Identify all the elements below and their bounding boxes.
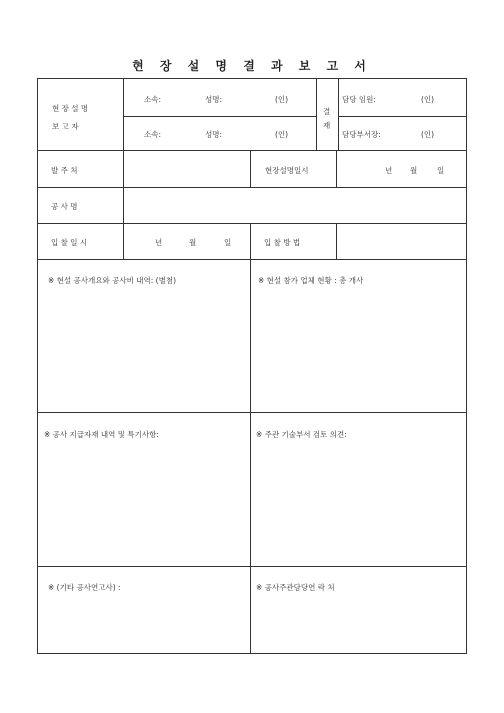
overview-note: ※ 현설 공사개요와 공사비 내역: (별첨): [48, 276, 177, 285]
col-divider: [123, 79, 124, 150]
col-divider: [250, 150, 251, 187]
project-name-label: 공 사 명: [51, 202, 78, 211]
row-divider: [38, 412, 466, 413]
row-divider: [38, 223, 466, 224]
approval-label: 결: [323, 107, 331, 116]
reporter-name-label: 성명:: [205, 95, 223, 104]
reporter-seal: (인): [275, 130, 289, 139]
col-divider: [336, 150, 337, 187]
client-label: 발 주 처: [51, 166, 78, 175]
row-divider: [38, 150, 466, 151]
date-month: 월: [410, 166, 418, 175]
bid-date-month: 월: [189, 238, 197, 247]
approval-seal: (인): [421, 95, 435, 104]
row-divider: [338, 116, 466, 117]
document-title: 현 장 설 명 결 과 보 고 서: [132, 59, 372, 73]
col-divider: [123, 223, 124, 259]
reporter-name-label: 성명:: [205, 130, 223, 139]
approval-role: 담당 임원:: [342, 95, 376, 104]
reporter-dept-label: 소속:: [144, 95, 162, 104]
materials-note: ※ 공사 지급자재 내역 및 특기사항:: [44, 430, 159, 439]
col-divider: [316, 79, 317, 150]
contact-note: ※ 공사주관담당연 락 처: [256, 583, 335, 592]
date-day: 일: [437, 166, 445, 175]
tech-review-note: ※ 주관 기술부서 검토 의견:: [256, 430, 347, 439]
reporter-dept-label: 소속:: [144, 130, 162, 139]
participants-note: ※ 현설 참가 업체 현황 : 총 개사: [258, 276, 364, 285]
row-divider: [38, 187, 466, 188]
col-divider: [250, 259, 251, 653]
report-form: [37, 78, 467, 654]
row-divider: [38, 259, 466, 260]
bid-date-year: 년: [155, 238, 163, 247]
reporter-label: 보 고 자: [52, 122, 79, 131]
reporter-seal: (인): [275, 95, 289, 104]
approval-role: 담당부서장:: [342, 130, 381, 139]
bid-method-label: 입 찰 방 법: [264, 238, 301, 247]
bid-date-day: 일: [224, 238, 232, 247]
col-divider: [336, 223, 337, 259]
approval-seal: (인): [421, 130, 435, 139]
date-year: 년: [385, 166, 393, 175]
col-divider: [250, 223, 251, 259]
other-note: ※ (기타 공사연고사) :: [48, 583, 121, 592]
briefing-date-label: 현장설명일시: [265, 166, 309, 175]
col-divider: [123, 150, 124, 223]
col-divider: [338, 79, 339, 150]
row-divider: [38, 566, 466, 567]
row-divider: [123, 116, 316, 117]
reporter-label: 현 장 설 명: [52, 104, 89, 113]
approval-label: 재: [323, 121, 331, 130]
bid-date-label: 입 찰 일 시: [51, 238, 88, 247]
